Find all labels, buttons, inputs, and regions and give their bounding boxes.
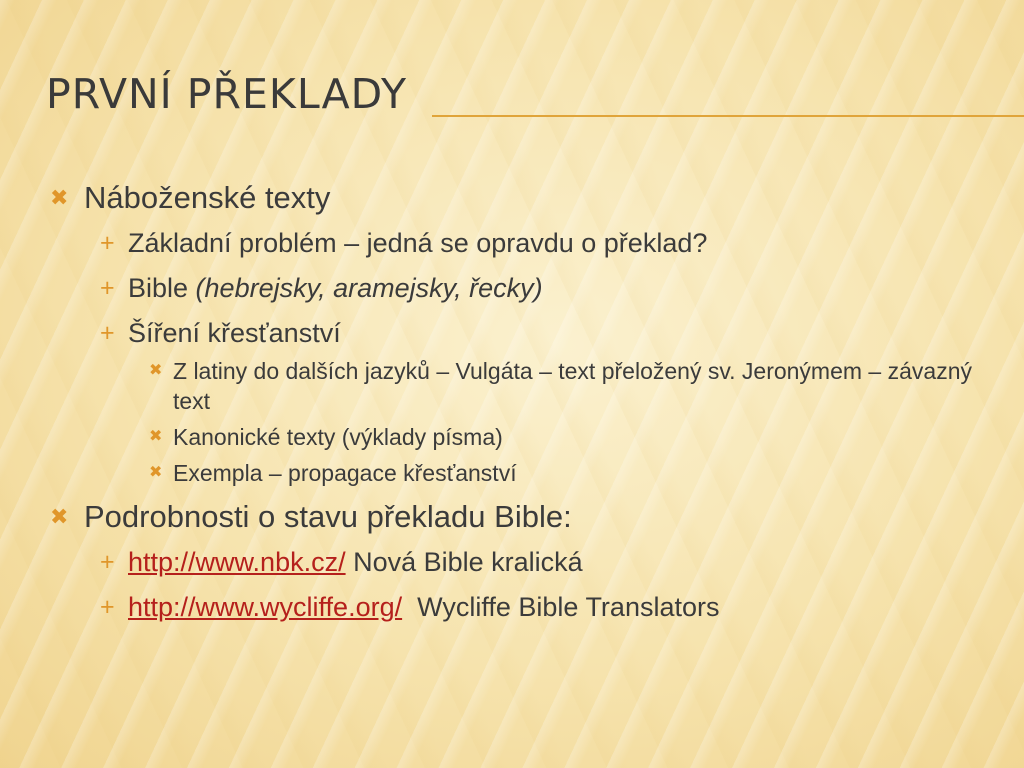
plus-bullet-icon: +: [100, 593, 115, 621]
bullet-text: Wycliffe Bible Translators: [402, 592, 720, 622]
bullet-level2-wycliffe-link: [46, 585, 986, 630]
bullet-level2-bible: [46, 266, 986, 311]
bullet-text: Bible: [128, 273, 196, 303]
cross-bullet-icon: ✖: [149, 362, 163, 379]
plus-bullet-icon: +: [100, 274, 115, 302]
cross-bullet-icon: ✖: [50, 185, 69, 210]
bullet-text: Základní problém – jedná se opravdu o překlad?: [128, 228, 708, 258]
bullet-level2-nbk-link: [46, 540, 986, 585]
bullet-text-italic: (hebrejsky, aramejsky, řecky): [195, 273, 543, 303]
bullet-text: Exempla – propagace křesťanství: [173, 460, 517, 486]
bullet-level3-exempla: [46, 458, 986, 488]
bullet-text: Nová Bible kralická: [345, 547, 583, 577]
cross-bullet-icon: ✖: [149, 428, 163, 445]
bullet-text: Šíření křesťanství: [128, 318, 341, 348]
wycliffe-link[interactable]: http://www.wycliffe.org/: [128, 592, 403, 622]
plus-bullet-icon: +: [100, 229, 115, 257]
bullet-text: Kanonické texty (výklady písma): [173, 424, 503, 450]
cross-bullet-icon: ✖: [50, 504, 69, 529]
nbk-link[interactable]: http://www.nbk.cz/: [128, 547, 346, 577]
slide-content: [46, 175, 986, 630]
slide-title: PRVNÍ PŘEKLADY: [46, 70, 408, 118]
bullet-level2-spread-christianity: [46, 311, 986, 356]
bullet-level2-basic-problem: [46, 221, 986, 266]
plus-bullet-icon: +: [100, 319, 115, 347]
cross-bullet-icon: ✖: [149, 464, 163, 481]
bullet-text: Z latiny do dalších jazyků – Vulgáta – text přeložený sv. Jeronýmem – závazný text: [173, 358, 972, 414]
bullet-level3-canonical-texts: [46, 422, 986, 452]
bullet-text: Náboženské texty: [84, 180, 331, 215]
bullet-level1-religious-texts: [46, 175, 986, 221]
bullet-level1-bible-translation-details: [46, 494, 986, 540]
bullet-text: Podrobnosti o stavu překladu Bible:: [84, 499, 572, 534]
title-divider: [432, 115, 1024, 117]
bullet-level3-latin-vulgate: [46, 356, 986, 416]
plus-bullet-icon: +: [100, 548, 115, 576]
